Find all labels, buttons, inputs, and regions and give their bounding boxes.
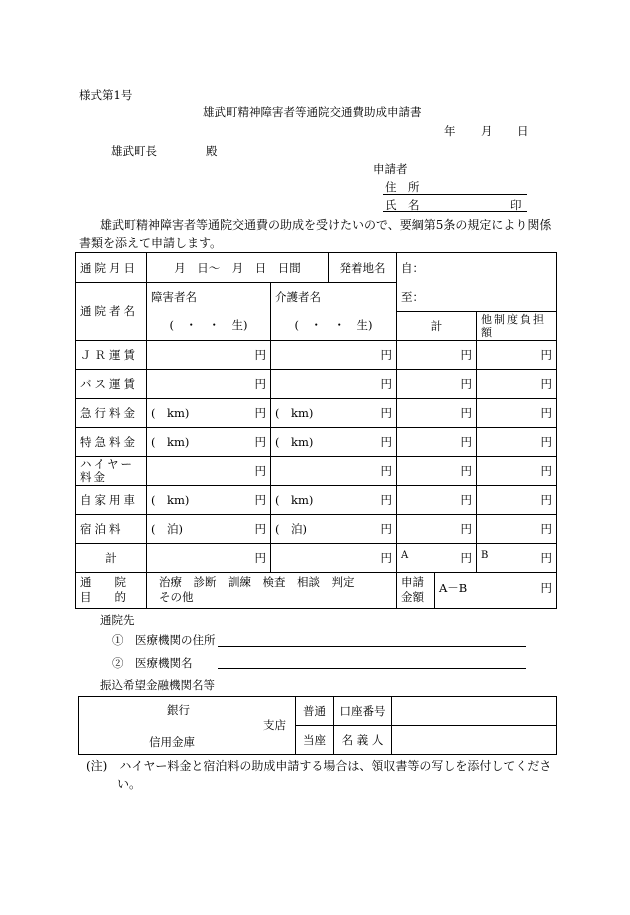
yen-unit: 円 bbox=[380, 492, 392, 507]
page-title: 雄武町精神障害者等通院交通費助成申請書 bbox=[203, 105, 422, 119]
bank-heading: 振込希望金融機関名等 bbox=[100, 678, 215, 692]
branch-label: 支店 bbox=[263, 718, 286, 732]
distance-km: ( km) bbox=[151, 434, 190, 449]
visitor-label: 通院者名 bbox=[76, 283, 147, 341]
distance-km: ( km) bbox=[151, 492, 190, 507]
sum-b[interactable] bbox=[477, 543, 557, 572]
yen-unit: 円 bbox=[380, 521, 392, 536]
applicant-name-label: 氏 名 bbox=[385, 198, 420, 212]
patient-label: 障害者名 bbox=[147, 283, 271, 312]
purpose-options-line1: 治療 診断 訓練 検査 相談 判定 bbox=[159, 575, 355, 589]
yen-unit: 円 bbox=[540, 550, 553, 565]
body-text-line2: 書類を添えて申請します。 bbox=[79, 236, 223, 250]
account-holder-field[interactable] bbox=[392, 726, 557, 755]
credit-union-label: 信用金庫 bbox=[149, 735, 195, 749]
applicant-heading: 申請者 bbox=[373, 162, 408, 176]
yen-unit: 円 bbox=[254, 434, 266, 449]
application-table bbox=[75, 252, 557, 609]
yen-unit: 円 bbox=[254, 405, 266, 420]
table-row bbox=[76, 340, 557, 369]
table-row bbox=[76, 456, 557, 485]
row-total[interactable]: 円 bbox=[397, 369, 477, 398]
row-other[interactable]: 円 bbox=[477, 456, 557, 485]
yen-unit: 円 bbox=[254, 521, 266, 536]
row-total[interactable]: 円 bbox=[397, 398, 477, 427]
patient-fare[interactable] bbox=[147, 427, 271, 456]
row-label: 宿泊料 bbox=[76, 514, 147, 543]
amount-formula: A－B bbox=[439, 580, 468, 595]
row-other[interactable]: 円 bbox=[477, 340, 557, 369]
amount-field[interactable] bbox=[435, 572, 557, 608]
account-number-label: 口座番号 bbox=[334, 697, 392, 726]
purpose-label-line1: 通 院 bbox=[80, 575, 126, 589]
patient-fare[interactable]: 円 bbox=[147, 340, 271, 369]
row-total[interactable]: 円 bbox=[397, 340, 477, 369]
hospital-heading: 通院先 bbox=[100, 613, 135, 627]
patient-fare[interactable] bbox=[147, 514, 271, 543]
addressee-name: 雄武町長 bbox=[111, 144, 157, 158]
applicant-address-label: 住 所 bbox=[385, 180, 420, 194]
bank-name-field[interactable] bbox=[79, 697, 296, 755]
row-label: バス運賃 bbox=[76, 369, 147, 398]
yen-unit: 円 bbox=[254, 492, 266, 507]
purpose-options[interactable] bbox=[147, 572, 397, 608]
visit-date-label: 通院月日 bbox=[76, 253, 147, 283]
row-other[interactable]: 円 bbox=[477, 369, 557, 398]
distance-km: ( km) bbox=[275, 434, 314, 449]
bank-label: 銀行 bbox=[167, 703, 190, 717]
yen-unit: 円 bbox=[380, 405, 392, 420]
row-label: ＪＲ運賃 bbox=[76, 340, 147, 369]
table-row bbox=[76, 398, 557, 427]
to-field[interactable]: 至： bbox=[397, 283, 557, 312]
account-number-field[interactable] bbox=[392, 697, 557, 726]
carer-fare[interactable] bbox=[271, 427, 397, 456]
row-total[interactable]: 円 bbox=[397, 427, 477, 456]
ordinary-account[interactable]: 普通 bbox=[296, 697, 334, 726]
yen-unit: 円 bbox=[460, 550, 472, 565]
row-total[interactable]: 円 bbox=[397, 456, 477, 485]
note-line2: い。 bbox=[117, 777, 142, 791]
hospital-name-line[interactable] bbox=[218, 668, 526, 669]
patient-fare[interactable] bbox=[147, 485, 271, 514]
bank-table bbox=[78, 696, 557, 755]
current-account[interactable]: 当座 bbox=[296, 726, 334, 755]
table-row bbox=[76, 369, 557, 398]
other-system-column-header: 他制度負担額 bbox=[477, 311, 557, 340]
yen-unit: 円 bbox=[540, 580, 553, 595]
from-field[interactable]: 自： bbox=[397, 253, 557, 283]
patient-fare[interactable]: 円 bbox=[147, 369, 271, 398]
hospital-name-label: ② 医療機関名 bbox=[112, 656, 193, 670]
purpose-label-line2: 目 的 bbox=[80, 590, 126, 604]
form-number: 様式第1号 bbox=[79, 88, 133, 102]
carer-fare[interactable]: 円 bbox=[271, 340, 397, 369]
carer-fare[interactable] bbox=[271, 514, 397, 543]
distance-km: ( km) bbox=[275, 492, 314, 507]
date-month: 月 bbox=[481, 124, 493, 138]
body-text-line1: 雄武町精神障害者等通院交通費の助成を受けたいので、要綱第5条の規定により関係 bbox=[100, 218, 552, 232]
distance-km: ( km) bbox=[275, 405, 314, 420]
sum-b-mark: B bbox=[481, 549, 489, 561]
row-label: 自家用車 bbox=[76, 485, 147, 514]
origin-label: 発着地名 bbox=[329, 253, 397, 283]
row-other[interactable]: 円 bbox=[477, 485, 557, 514]
date-year: 年 bbox=[444, 124, 456, 138]
carer-fare[interactable] bbox=[271, 485, 397, 514]
amount-label-line2: 金額 bbox=[401, 590, 424, 604]
visit-date-field[interactable]: 月 日～ 月 日 日間 bbox=[147, 253, 329, 283]
carer-birth[interactable]: ( ・ ・ 生) bbox=[271, 311, 397, 340]
seal-mark: 印 bbox=[510, 198, 522, 212]
date-day: 日 bbox=[517, 124, 529, 138]
purpose-label bbox=[76, 572, 147, 608]
hospital-address-label: ① 医療機関の住所 bbox=[112, 633, 216, 647]
row-label: ハイヤー料金 bbox=[76, 456, 147, 485]
carer-fare[interactable] bbox=[271, 398, 397, 427]
table-row bbox=[76, 514, 557, 543]
amount-label-line1: 申請 bbox=[401, 575, 424, 589]
addressee-honorific: 殿 bbox=[206, 144, 218, 158]
sum-a-mark: A bbox=[401, 549, 409, 561]
carer-fare[interactable]: 円 bbox=[271, 456, 397, 485]
patient-fare[interactable] bbox=[147, 398, 271, 427]
row-other[interactable]: 円 bbox=[477, 514, 557, 543]
amount-label bbox=[397, 572, 435, 608]
carer-fare[interactable]: 円 bbox=[271, 369, 397, 398]
row-total[interactable]: 円 bbox=[397, 485, 477, 514]
patient-birth[interactable]: ( ・ ・ 生) bbox=[147, 311, 271, 340]
nights: ( 泊) bbox=[151, 521, 183, 536]
row-label: 特急料金 bbox=[76, 427, 147, 456]
purpose-options-line2: その他 bbox=[159, 590, 194, 604]
note-line1: (注) ハイヤー料金と宿泊料の助成申請する場合は、領収書等の写しを添付してくださ bbox=[86, 759, 552, 773]
carer-label: 介護者名 bbox=[271, 283, 397, 312]
hospital-address-line[interactable] bbox=[218, 646, 526, 647]
yen-unit: 円 bbox=[380, 434, 392, 449]
applicant-name-line[interactable] bbox=[383, 211, 527, 212]
account-holder-label: 名 義 人 bbox=[334, 726, 392, 755]
patient-fare[interactable]: 円 bbox=[147, 456, 271, 485]
row-total[interactable]: 円 bbox=[397, 514, 477, 543]
table-row bbox=[76, 427, 557, 456]
sum-label: 計 bbox=[76, 543, 147, 572]
patient-sum[interactable]: 円 bbox=[147, 543, 271, 572]
purpose-row bbox=[76, 572, 557, 608]
sum-a[interactable] bbox=[397, 543, 477, 572]
sum-row bbox=[76, 543, 557, 572]
table-row bbox=[76, 485, 557, 514]
total-column-header: 計 bbox=[397, 311, 477, 340]
applicant-address-line[interactable] bbox=[383, 194, 527, 195]
row-other[interactable]: 円 bbox=[477, 398, 557, 427]
row-other[interactable]: 円 bbox=[477, 427, 557, 456]
nights: ( 泊) bbox=[275, 521, 307, 536]
row-label: 急行料金 bbox=[76, 398, 147, 427]
distance-km: ( km) bbox=[151, 405, 190, 420]
carer-sum[interactable]: 円 bbox=[271, 543, 397, 572]
